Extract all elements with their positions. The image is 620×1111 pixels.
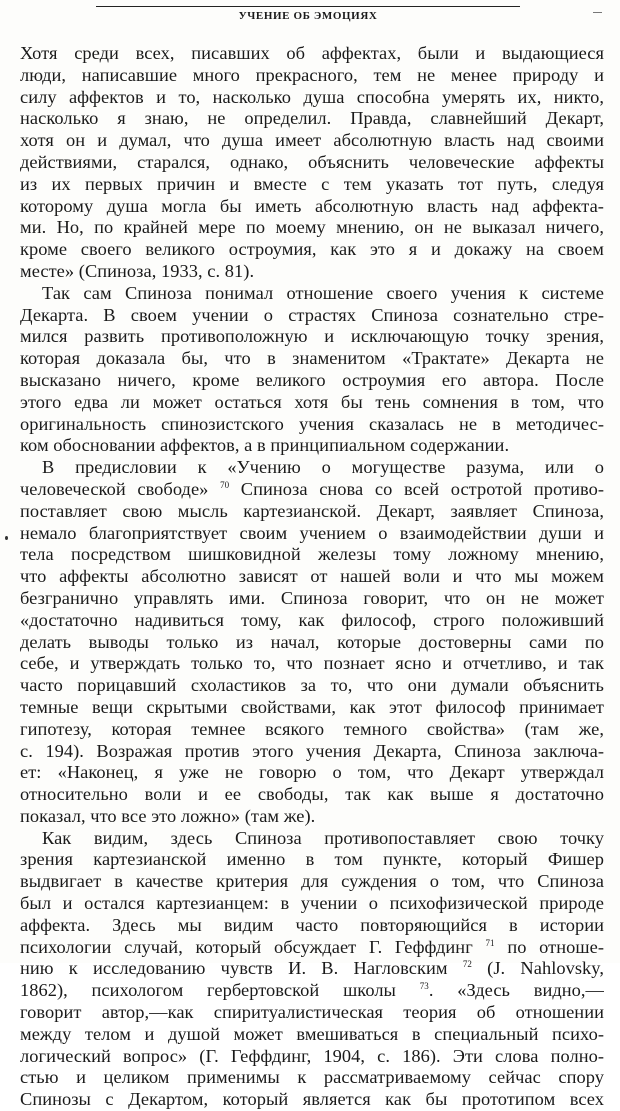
text-line: часто порицавший схоластиков за то, что они думали объяснить xyxy=(20,675,604,696)
text-line: люди, написавшие много прекрасного, тем не менее природу и xyxy=(20,64,604,85)
text-line: Декарта. В своем учении о страстях Спиноза сознательно стре- xyxy=(20,304,604,325)
text-line: с. 194). Возражая против этого учения Декарта, Спиноза заключа- xyxy=(20,740,604,761)
text-line: ком обосновании аффектов, а в принципиальном содержании. xyxy=(20,435,510,456)
text-line: из их первых причин и вместе с тем указать тот путь, следуя xyxy=(20,173,604,194)
text-line: насколько я знаю, не определил. Правда, славнейший Декарт, xyxy=(20,108,604,129)
text-line: оригинальность спинозистского учения сказалась не в методичес- xyxy=(20,413,604,434)
text-line: хотя он и думал, что душа имеет абсолютную власть над своими xyxy=(20,130,604,151)
text-line: действиями, старался, однако, объяснить человеческие аффекты xyxy=(20,151,604,172)
text-line: высказано ничего, кроме великого остроумия его автора. После xyxy=(20,369,604,390)
text-line: темные вещи скрытыми свойствами, как этот философ принимает xyxy=(20,696,604,717)
text-line: человеческой свободе» $^{70}$ Спиноза снова со всей остротой противо- xyxy=(20,478,604,499)
corner-mark xyxy=(593,12,602,13)
text-line: гипотезу, которая темнее всякого темного свойства» (там же, xyxy=(20,718,604,739)
text-line: нию к исследованию чувств И. В. Нагловским $^{72}$ (J. Nahlovsky, xyxy=(20,958,604,979)
text-line: Хотя среди всех, писавших об аффектах, были и выдающиеся xyxy=(20,43,604,63)
text-line: которому душа могла бы иметь абсолютную власть над аффекта- xyxy=(20,195,604,216)
text-line: мился развить противоположную и исключающую точку зрения, xyxy=(20,326,604,347)
margin-dot xyxy=(5,536,8,540)
text-line: «достаточно надивиться тому, как философ, строго положивший xyxy=(20,609,604,630)
text-line: месте» (Спиноза, 1933, с. 81). xyxy=(20,260,255,281)
text-line: поставляет свою мысль картезианской. Декарт, заявляет Спиноза, xyxy=(20,500,604,521)
text-line: аффекта. Здесь мы видим часто повторяющийся в истории xyxy=(20,914,604,935)
text-line: 1862), психологом гербертовской школы $^{73}$. «Здесь видно,— xyxy=(20,980,604,1001)
text-line: тела посредством шишковидной железы тому ложному мнению, xyxy=(20,544,604,565)
text-line: зрения картезианской именно в том пункте, который Фишер xyxy=(20,849,604,870)
footnote-ref: 73 xyxy=(419,981,429,992)
text-line: делать выводы только из начал, которые достоверны сами по xyxy=(20,631,604,652)
text-line: стью и целиком применимы к рассматриваемому сейчас спору xyxy=(20,1067,604,1088)
text-line: В предисловии к «Учению о могуществе разума, или о xyxy=(42,457,604,478)
text-line: показал, что все это ложно» (там же). xyxy=(20,805,316,826)
text-line: безгранично управлять ими. Спиноза говорит, что он не может xyxy=(20,587,604,608)
text-line: выдвигает в качестве критерия для суждения о том, что Спиноза xyxy=(20,871,604,892)
footnote-ref: 70 xyxy=(220,479,230,490)
text-line: Спинозы с Декартом, который является как бы прототипом всех xyxy=(20,1089,604,1110)
text-line: относительно воли и ее свободы, так как выше я достаточно xyxy=(20,784,604,805)
footnote-ref: 71 xyxy=(485,937,495,948)
text-line: что аффекты абсолютно зависят от нашей воли и что мы можем xyxy=(20,566,604,587)
text-line: Так сам Спиноза понимал отношение своего учения к системе xyxy=(42,282,604,303)
text-line: кроме своего великого остроумия, как это я и докажу на своем xyxy=(20,239,604,260)
text-line: между телом и душой может вмешиваться в специальный психо- xyxy=(20,1023,604,1044)
body-text xyxy=(20,43,604,1111)
text-line: силу аффектов и то, насколько душа способна умерять их, никто, xyxy=(20,86,604,107)
text-line: ми. Но, по крайней мере по моему мнению, он не выказал ничего, xyxy=(20,217,604,238)
footnote-ref: 72 xyxy=(462,959,472,970)
text-line: этого едва ли может остаться хотя бы тень сомнения в том, что xyxy=(20,391,604,412)
text-line: ет: «Наконец, я уже не говорю о том, что Декарт утверждал xyxy=(20,762,604,783)
text-line: психологии случай, который обсуждает Г. Геффдинг $^{71}$ по отноше- xyxy=(20,936,604,957)
text-line: которая доказала бы, что в знаменитом «Трактате» Декарта не xyxy=(20,348,604,369)
text-line: немало благоприятствует своим учением о взаимодействии души и xyxy=(20,522,604,543)
text-line: Как видим, здесь Спиноза противопоставляет свою точку xyxy=(42,827,604,848)
running-head: УЧЕНИЕ ОБ ЭМОЦИЯХ xyxy=(96,6,520,22)
text-line: себе, и утверждать только то, что познает ясно и отчетливо, и так xyxy=(20,653,604,674)
text-line: логический вопрос» (Г. Геффдинг, 1904, с. 186). Эти слова полно- xyxy=(20,1045,604,1066)
text-line: говорит автор,—как спиритуалистическая теория об отношении xyxy=(20,1002,604,1023)
text-line: был и остался картезианцем: в учении о психофизической природе xyxy=(20,893,604,914)
